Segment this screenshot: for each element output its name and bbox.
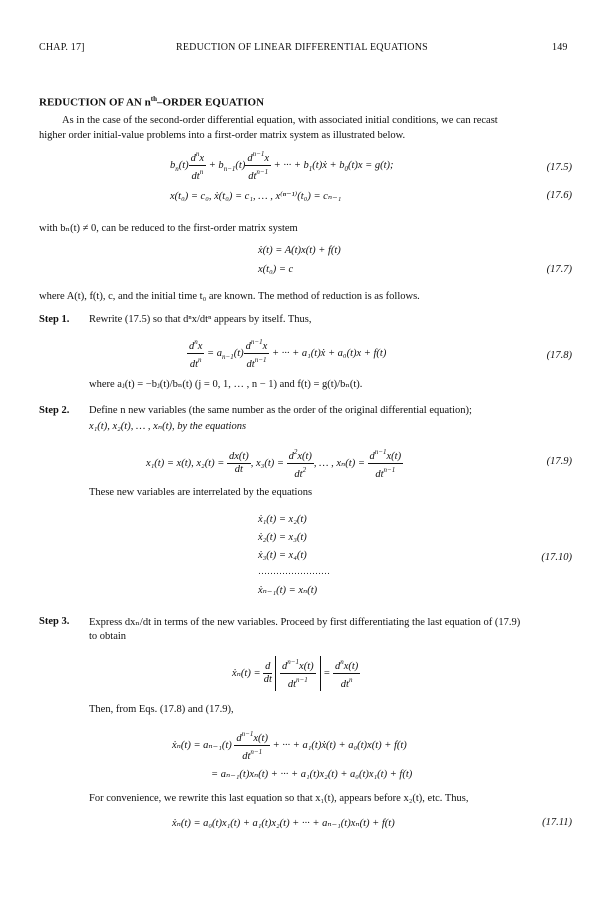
eq-label-17-10: (17.10): [541, 552, 572, 563]
section-title-tail: –ORDER EQUATION: [156, 96, 265, 109]
step3-line1: Express dxₙ/dt in terms of the new variables. Proceed by first differentiating the last equation of (17.9): [89, 617, 521, 628]
eq-label-17-6: (17.6): [546, 190, 572, 201]
eq175-tail2: (t)ẋ + b: [312, 159, 345, 171]
equation-17-8: $\frac{d^nx}{dt^n}$ = $a_{n-1}(t)$ $\frac{d^{n-1}x}{dt^{n-1}}$ + ··· + a₁(t)ẋ + a₀(t)x + f(t): [189, 338, 387, 370]
step3-then: Then, from Eqs. (17.8) and (17.9),: [89, 704, 234, 715]
eq179-c: , … , xₙ(t) =: [313, 457, 365, 469]
step2-line1: Define n new variables (the same number as the order of the original differential equation);: [89, 405, 472, 416]
system-line-1: ẋ₁(t) = x₂(t): [258, 514, 307, 525]
eq-label-17-11: (17.11): [542, 817, 572, 828]
equation-17-5: $b_n(t)$ $\frac{d^nx}{dt^n}$ + $b_{n-1}(t)$ $\frac{d^{n-1}x}{dt^{n-1}}$ + ··· + $b_1(t)ẋ + b_0(t)x = g(t)$;: [170, 150, 394, 182]
equation-17-7-line2: x(t₀) = c: [258, 264, 294, 275]
system-line-n: ẋₙ₋₁(t) = xₙ(t): [258, 585, 318, 596]
equation-17-9: x₁(t) = x(t), x₂(t) = $\frac{dx(t)}{dt}$ , x₃(t) = $\frac{d^2x(t)}{dt^2}$ , … , xₙ(t) = $\frac{d^{n-1}x(t)}{dt^{n-1}}$: [146, 448, 402, 480]
eq175-tail3: (t)x = g(t);: [347, 159, 394, 171]
equation-xn-line2: = aₙ₋₁(t)xₙ(t) + ··· + a₁(t)x₂(t) + a₀(t)x₁(t) + f(t): [211, 769, 413, 780]
eq-label-17-8: (17.8): [546, 350, 572, 361]
eq-label-17-9: (17.9): [546, 456, 572, 467]
equation-17-7-line1: ẋ(t) = A(t)x(t) + f(t): [258, 245, 341, 256]
page-number: 149: [552, 42, 568, 53]
equation-xn-line1: ẋₙ(t) = aₙ₋₁(t) $\frac{d^{n-1}x(t)}{dt^{n-1}}$ + ··· + a₁(t)ẋ(t) + a₀(t)x(t) + f(t): [172, 730, 407, 762]
eq179-b: , x₃(t) =: [250, 457, 284, 469]
eq-label-17-5: (17.5): [546, 162, 572, 173]
step3-l1b: + ··· + a₁(t)ẋ(t) + a₀(t)x(t) + f(t): [272, 739, 407, 751]
system-ellipsis: ……………………: [258, 566, 330, 576]
step3-lhs: ẋₙ(t) =: [232, 667, 261, 679]
equation-derivative: ẋₙ(t) = $\frac{d}{dt}$ $\frac{d^{n-1}x(t)}{dt^{n-1}}$ = $\frac{d^nx(t)}{dt^n}$: [232, 658, 359, 690]
running-title: REDUCTION OF LINEAR DIFFERENTIAL EQUATIONS: [176, 42, 428, 53]
intro-line2: higher order initial-value problems into a first-order matrix system as illustrated below.: [39, 130, 406, 141]
eq178-tail: + ··· + a₁(t)ẋ + a₀(t)x + f(t): [271, 347, 387, 359]
step2-line2: x₁(t), x₂(t), … , xₙ(t), by the equations: [89, 421, 247, 432]
system-line-2: ẋ₂(t) = x₃(t): [258, 532, 307, 543]
reduce-text: with bₙ(t) ≠ 0, can be reduced to the first-order matrix system: [39, 223, 298, 234]
eq-label-17-7: (17.7): [546, 264, 572, 275]
step3-label: Step 3.: [39, 616, 70, 627]
eq179-a: x₁(t) = x(t), x₂(t) =: [146, 457, 225, 469]
step1-where: where aⱼ(t) = −bⱼ(t)/bₙ(t) (j = 0, 1, … , n − 1) and f(t) = g(t)/bₙ(t).: [89, 379, 363, 390]
system-line-3: ẋ₃(t) = x₄(t): [258, 550, 307, 561]
where-text: where A(t), f(t), c, and the initial time t₀ are known. The method of reduction is as follows.: [39, 291, 420, 302]
step3-line2: to obtain: [89, 631, 127, 642]
equation-17-11: ẋₙ(t) = a₀(t)x₁(t) + a₁(t)x₂(t) + ··· + aₙ₋₁(t)xₙ(t) + f(t): [172, 818, 395, 829]
intro-line1: As in the case of the second-order differential equation, with associated initial conditions, we can recast: [62, 115, 498, 126]
equation-17-6: x(t₀) = c₀, ẋ(t₀) = c₁, … , x⁽ⁿ⁻¹⁾(t₀) = cₙ₋₁: [170, 191, 342, 202]
section-title-main: REDUCTION OF AN n: [39, 96, 151, 109]
step2-label: Step 2.: [39, 405, 70, 416]
step3-l1a: ẋₙ(t) = aₙ₋₁(t): [172, 739, 232, 751]
step2-text2: These new variables are interrelated by the equations: [89, 487, 313, 498]
eq175-tail1: + ··· + b: [273, 159, 309, 171]
step1-label: Step 1.: [39, 314, 70, 325]
chapter-label: CHAP. 17]: [39, 42, 85, 53]
section-title: [39, 95, 264, 109]
step3-conv: For convenience, we rewrite this last equation so that x₁(t), appears before x₂(t), etc. Thus,: [89, 793, 469, 804]
section-title-sup: th: [150, 95, 157, 103]
step1-text: Rewrite (17.5) so that dⁿx/dtⁿ appears by itself. Thus,: [89, 314, 312, 325]
